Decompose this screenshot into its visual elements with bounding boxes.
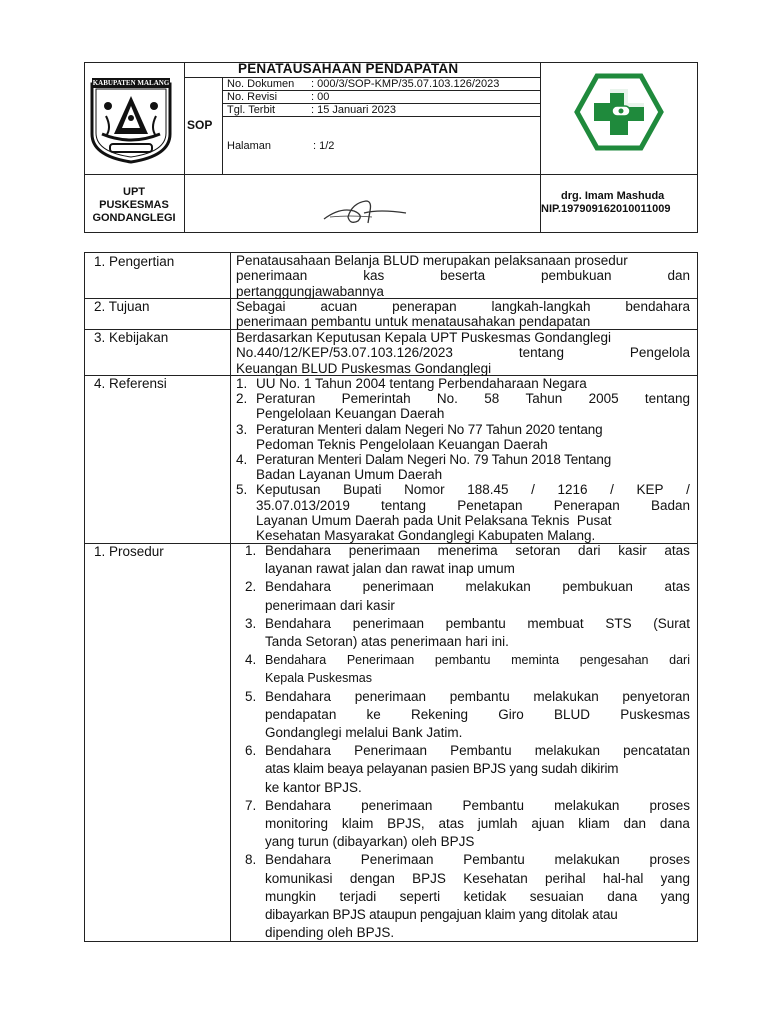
procedure-item-2 — [245, 578, 690, 614]
word: dana — [607, 888, 638, 904]
section-label-kebijakan: 3. Kebijakan — [94, 330, 169, 345]
procedure-item-8 — [245, 851, 690, 942]
meta-value: : 00 — [311, 91, 330, 103]
word: melakukan — [533, 688, 599, 704]
word: Bendahara — [265, 688, 332, 704]
procedure-item-5 — [245, 688, 690, 743]
word: kasir — [618, 543, 647, 558]
text-line: Pengelolaan Keuangan Daerah — [256, 406, 445, 422]
signer-name: drg. Imam Mashuda — [561, 190, 665, 202]
word: Bendahara — [265, 615, 332, 631]
word: (Surat — [653, 615, 690, 631]
meta-row-halaman — [227, 140, 334, 153]
procedure-number: 7. — [245, 797, 257, 813]
word: dari — [669, 653, 690, 668]
text-line: Layanan Umum Daerah pada Unit Pelaksana Teknis Pusat — [256, 512, 612, 528]
word: Bendahara — [265, 743, 332, 759]
word: 2005 — [588, 391, 619, 407]
word: yang — [660, 888, 690, 904]
text-line: yang turun (dibayarkan) oleh BPJS — [265, 834, 475, 850]
ref-item-3 — [236, 421, 690, 452]
word: Bendahara — [265, 797, 332, 813]
word: Pembantu — [450, 743, 512, 759]
procedure-number: 1. — [245, 543, 257, 558]
word: Penerimaan — [346, 653, 415, 668]
word: pembukuan — [562, 579, 633, 595]
procedure-item-4 — [245, 651, 690, 687]
word: Pemerintah — [341, 391, 411, 407]
word: kliam — [578, 816, 610, 832]
text-line — [236, 268, 690, 283]
org-line-3: GONDANGLEGI — [92, 212, 176, 224]
word: meminta — [511, 653, 560, 668]
word: atas — [664, 543, 690, 558]
text-line — [265, 742, 690, 760]
word: 58 — [484, 391, 500, 407]
word: tentang — [381, 497, 427, 513]
ref-number: 3. — [236, 421, 248, 437]
word: No. — [436, 391, 458, 407]
ref-item-1 — [236, 376, 690, 391]
text-line: layanan rawat jalan dan rawat inap umum — [265, 561, 515, 577]
word: kas — [363, 268, 385, 284]
word: membuat — [527, 615, 584, 631]
word: penerimaan — [348, 543, 421, 558]
text-line — [256, 391, 690, 406]
word: penyetoran — [622, 688, 690, 704]
word: Bendahara — [265, 579, 332, 595]
section-list-prosedur — [245, 542, 690, 942]
word: pengesahan — [579, 653, 649, 668]
word: pembukuan — [541, 268, 612, 284]
word: / — [531, 482, 535, 498]
ref-item-5 — [236, 482, 690, 544]
word: Pembantu — [463, 852, 525, 868]
word: penerimaan — [361, 797, 433, 813]
text-line: Keuangan BLUD Puskesmas Gondanglegi — [236, 360, 492, 376]
word: BPJS — [412, 870, 446, 886]
word: Keputusan — [256, 482, 321, 498]
text-line — [265, 851, 690, 869]
meta-label: No. Revisi — [227, 91, 278, 103]
text-line — [265, 870, 690, 888]
word: perihal — [545, 870, 586, 886]
section-text-pengertian — [236, 253, 690, 299]
text-line — [265, 797, 690, 815]
word: STS — [605, 615, 632, 631]
word: proses — [649, 797, 690, 813]
word: 1216 — [557, 482, 588, 498]
puskesmas-logo — [574, 73, 664, 151]
word: KEP — [636, 482, 664, 498]
signature — [320, 193, 410, 227]
word: Penerapan — [553, 497, 620, 513]
word: Peraturan — [256, 391, 316, 407]
section-label-pengertian: 1. Pengertian — [94, 254, 175, 269]
word: melakukan — [465, 579, 531, 595]
procedure-number: 6. — [245, 743, 257, 759]
text-line: penerimaan pembantu untuk menatausahakan pendapatan — [236, 314, 591, 330]
ref-number: 5. — [236, 482, 248, 498]
word: Penetapan — [457, 497, 523, 513]
text-line: penerimaan dari kasir — [265, 597, 395, 613]
word: Penerimaan — [360, 852, 434, 868]
word: dan — [623, 816, 647, 832]
word: Bendahara — [265, 852, 332, 868]
word: komunikasi — [265, 870, 333, 886]
word: Rekening — [411, 706, 469, 722]
procedure-item-1 — [245, 542, 690, 578]
ref-number: 2. — [236, 391, 248, 407]
meta-label: No. Dokumen — [227, 78, 295, 90]
text-line — [265, 706, 690, 724]
text-line: pertanggungjawabannya — [236, 283, 384, 299]
sop-label: SOP — [187, 118, 213, 132]
text-line: dibayarkan BPJS ataupun pengajuan klaim yang ditolak atau — [265, 907, 618, 923]
word: Bendahara — [265, 653, 327, 668]
meta-row-revisi — [227, 91, 329, 104]
word: penerimaan — [362, 579, 434, 595]
word: Giro — [498, 706, 524, 722]
signer-nip: NIP.197909162010011009 — [541, 203, 671, 215]
word: tentang — [518, 345, 564, 361]
section-text-tujuan — [236, 299, 690, 330]
text-line: UU No. 1 Tahun 2004 tentang Perbendaharaan Negara — [256, 376, 587, 391]
procedure-item-3 — [245, 615, 690, 651]
section-label-tujuan: 2. Tujuan — [94, 299, 150, 314]
org-name — [84, 186, 184, 225]
word: pendapatan — [265, 706, 337, 722]
text-line: dipending oleh BPJS. — [265, 925, 395, 941]
text-line — [256, 498, 690, 513]
word: terjadi — [339, 888, 377, 904]
word: dan — [667, 268, 690, 284]
word: Pengelola — [629, 345, 690, 361]
word: pembantu — [445, 615, 506, 631]
word: jumlah — [477, 816, 518, 832]
procedure-number: 8. — [245, 852, 257, 868]
word: dari — [578, 543, 601, 558]
ref-number: 1. — [236, 376, 248, 391]
section-list-referensi — [236, 376, 690, 544]
word: Sebagai — [236, 299, 286, 314]
kabupaten-malang-logo — [88, 76, 174, 164]
word: penerapan — [392, 299, 457, 314]
word: beserta — [440, 268, 486, 284]
word: Tahun — [525, 391, 563, 407]
ref-item-2 — [236, 391, 690, 422]
text-line: Kesehatan Masyarakat Gondanglegi Kabupaten Malang. — [256, 528, 596, 544]
word: dana — [659, 816, 690, 832]
word: yang — [660, 870, 690, 886]
document-title: PENATAUSAHAAN PENDAPATAN — [238, 61, 459, 76]
text-line: Tanda Setoran) atas penerimaan hari ini. — [265, 634, 509, 650]
text-line: Gondanglegi melalui Bank Jatim. — [265, 725, 463, 741]
section-text-kebijakan — [236, 330, 690, 376]
text-line: Peraturan Menteri Dalam Negeri No. 79 Tahun 2018 Tentang — [256, 452, 612, 468]
text-line: Kepala Puskesmas — [265, 671, 373, 686]
text-line: Peraturan Menteri dalam Negeri No 77 Tahun 2020 tentang — [256, 421, 603, 437]
word: 188.45 — [467, 482, 509, 498]
word: menerima — [437, 543, 498, 558]
text-line: Penatausahaan Belanja BLUD merupakan pelaksanaan prosedur — [236, 253, 628, 268]
text-line: Pedoman Teknis Pengelolaan Keuangan Daerah — [256, 436, 548, 452]
word: setoran — [515, 543, 561, 558]
text-line: Badan Layanan Umum Daerah — [256, 467, 443, 483]
text-line — [265, 651, 690, 669]
word: BPJS, — [387, 816, 425, 832]
meta-value: : 000/3/SOP-KMP/35.07.103.126/2023 — [311, 78, 500, 90]
word: melakukan — [554, 852, 620, 868]
procedure-number: 4. — [245, 652, 257, 668]
word: melakukan — [534, 743, 601, 759]
word: atas — [438, 816, 464, 832]
word: proses — [649, 852, 690, 868]
word: seperti — [399, 888, 441, 904]
procedure-number: 3. — [245, 615, 257, 631]
word: acuan — [320, 299, 358, 314]
meta-row-dokumen — [227, 78, 499, 91]
word: BLUD — [553, 706, 590, 722]
procedure-number: 5. — [245, 688, 257, 704]
meta-value: : 15 Januari 2023 — [311, 104, 397, 116]
procedure-number: 2. — [245, 579, 257, 595]
procedure-item-6 — [245, 742, 690, 797]
word: tentang — [644, 391, 690, 407]
word: dengan — [349, 870, 395, 886]
text-line — [236, 345, 690, 360]
word: Bendahara — [265, 543, 332, 558]
word: Penerimaan — [354, 743, 427, 759]
text-line — [256, 482, 690, 497]
word: penerimaan — [352, 615, 425, 631]
text-line — [265, 542, 690, 560]
word: pembantu — [449, 688, 510, 704]
text-line — [265, 815, 690, 833]
text-line — [236, 299, 690, 314]
word: Pembantu — [462, 797, 525, 813]
word: ke — [366, 706, 381, 722]
ref-number: 4. — [236, 452, 248, 468]
text-line — [265, 578, 690, 596]
ref-item-4 — [236, 452, 690, 483]
word: Badan — [650, 497, 690, 513]
meta-value: : 1/2 — [313, 140, 335, 152]
text-line — [265, 615, 690, 633]
word: ketidak — [463, 888, 507, 904]
procedure-item-7 — [245, 797, 690, 852]
word: atas — [664, 579, 690, 595]
word: penerimaan — [236, 268, 308, 284]
meta-label: Halaman — [227, 140, 272, 152]
word: hal-hal — [602, 870, 644, 886]
org-line-1: UPT — [123, 186, 145, 198]
word: / — [686, 482, 690, 498]
word: monitoring — [265, 816, 329, 832]
word: Nomor — [404, 482, 445, 498]
word: / — [610, 482, 614, 498]
word: sesuaian — [529, 888, 584, 904]
logo-text: KABUPATEN MALANG — [92, 79, 170, 87]
text-line: ke kantor BPJS. — [265, 779, 362, 795]
section-label-prosedur: 1. Prosedur — [94, 544, 164, 559]
word: pembantu — [434, 653, 491, 668]
word: No.440/12/KEP/53.07.103.126/2023 — [236, 345, 453, 361]
word: mungkin — [265, 888, 317, 904]
text-line: atas klaim beaya pelayanan pasien BPJS yang sudah dikirim — [265, 761, 619, 777]
word: bendahara — [625, 299, 690, 314]
word: Kesehatan — [463, 870, 528, 886]
section-label-referensi: 4. Referensi — [94, 376, 167, 391]
org-line-2: PUSKESMAS — [99, 199, 169, 211]
meta-label: Tgl. Terbit — [227, 104, 276, 116]
word: penerimaan — [354, 688, 427, 704]
word: Puskesmas — [620, 706, 690, 722]
word: langkah-langkah — [491, 299, 591, 314]
meta-row-terbit — [227, 104, 396, 117]
word: Bupati — [343, 482, 382, 498]
word: ajuan — [531, 816, 565, 832]
word: klaim — [341, 816, 374, 832]
text-line: Berdasarkan Keputusan Kepala UPT Puskesmas Gondanglegi — [236, 330, 611, 345]
word: pencatatan — [623, 743, 690, 759]
word: melakukan — [554, 797, 620, 813]
text-line — [265, 888, 690, 906]
text-line — [265, 688, 690, 706]
word: 35.07.013/2019 — [256, 497, 350, 513]
